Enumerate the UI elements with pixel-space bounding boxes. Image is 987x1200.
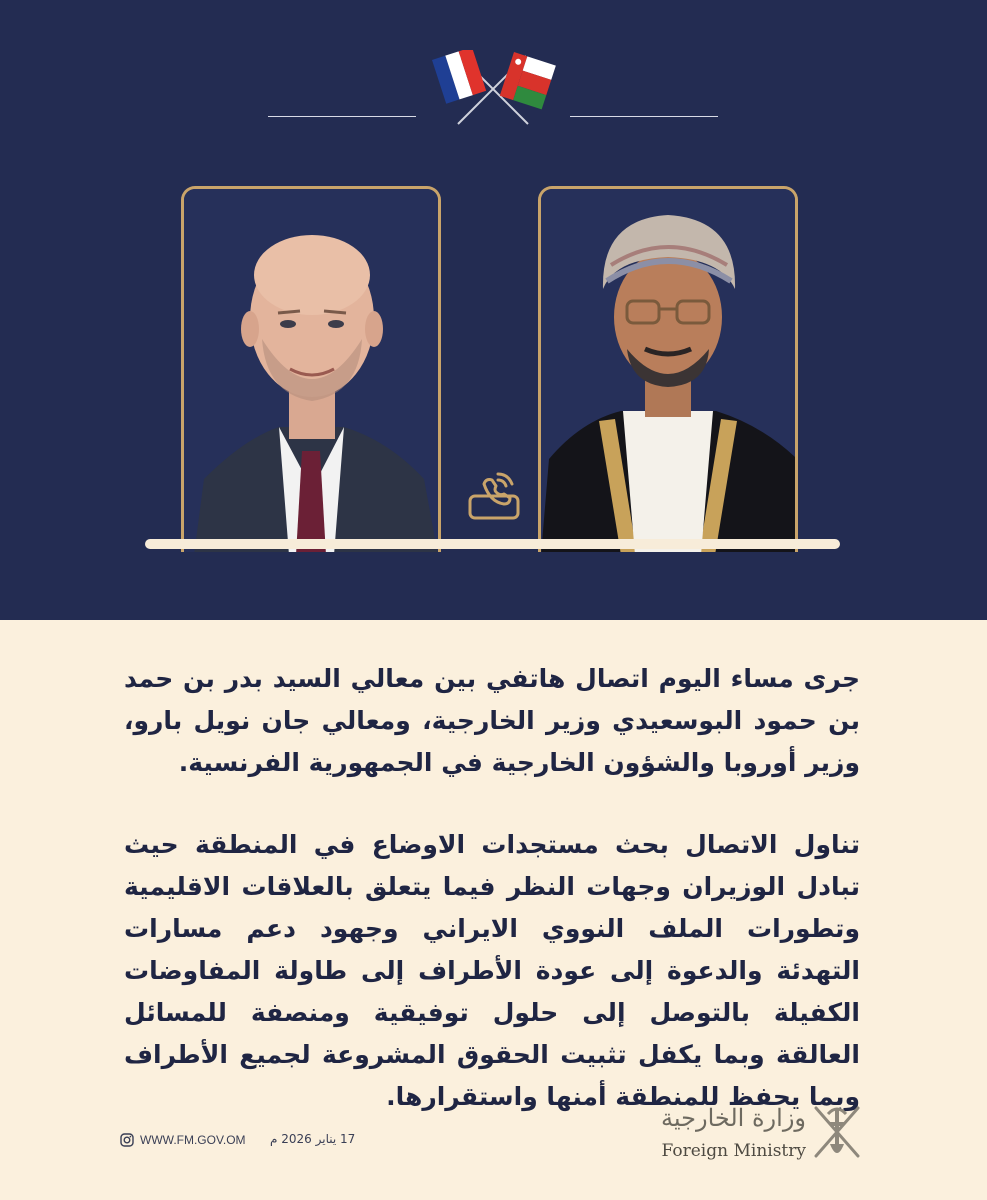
news-paragraph-1 xyxy=(124,658,860,784)
crossed-flags-icon xyxy=(418,50,568,130)
oman-flag-icon xyxy=(500,52,556,109)
paragraph-text: تناول الاتصال بحث مستجدات الاوضاع في المنطقة حيث تبادل الوزيران وجهات النظر فيما يتعلق بالعلاقات الاقليمية وتطورات الملف النووي الايراني وجهود دعم مسارات التهدئة والدعوة إلى عودة الأطراف إلى طاولة المفاوضات الكفيلة بالتوصل إلى حلول توفيقية ومنصفة للمسائل العالقة وبما يكفل تثبيت الحقوق المشروعة لجميع الأطراف وبما يحفظ للمنطقة أمنها واستقرارها. xyxy=(124,830,860,1111)
photo-ledge xyxy=(145,539,840,549)
paragraph-text: جرى مساء اليوم اتصال هاتفي بين معالي السيد بدر بن حمد بن حمود البوسعيدي وزير الخارجية، ومعالي جان نويل بارو، وزير أوروبا والشؤون الخارجية في الجمهورية الفرنسية. xyxy=(124,664,860,777)
website-text: WWW.FM.GOV.OM xyxy=(140,1133,246,1147)
photo-frame-left xyxy=(181,186,441,552)
oman-emblem-icon xyxy=(808,1100,866,1164)
divider-left xyxy=(268,116,416,117)
website-link[interactable] xyxy=(120,1133,246,1147)
instagram-icon xyxy=(120,1133,134,1147)
post-date: 17 يناير 2026 م xyxy=(270,1132,356,1146)
portrait-omani-minister xyxy=(541,189,795,552)
news-paragraph-2 xyxy=(124,824,860,1118)
ministry-logo-arabic: وزارة الخارجية xyxy=(661,1104,806,1132)
photo-frame-right xyxy=(538,186,798,552)
portrait-french-minister xyxy=(184,189,438,552)
phone-call-icon xyxy=(466,468,522,524)
ministry-logo-english: Foreign Ministry xyxy=(661,1141,806,1161)
france-flag-icon xyxy=(432,50,486,104)
divider-right xyxy=(570,116,718,117)
